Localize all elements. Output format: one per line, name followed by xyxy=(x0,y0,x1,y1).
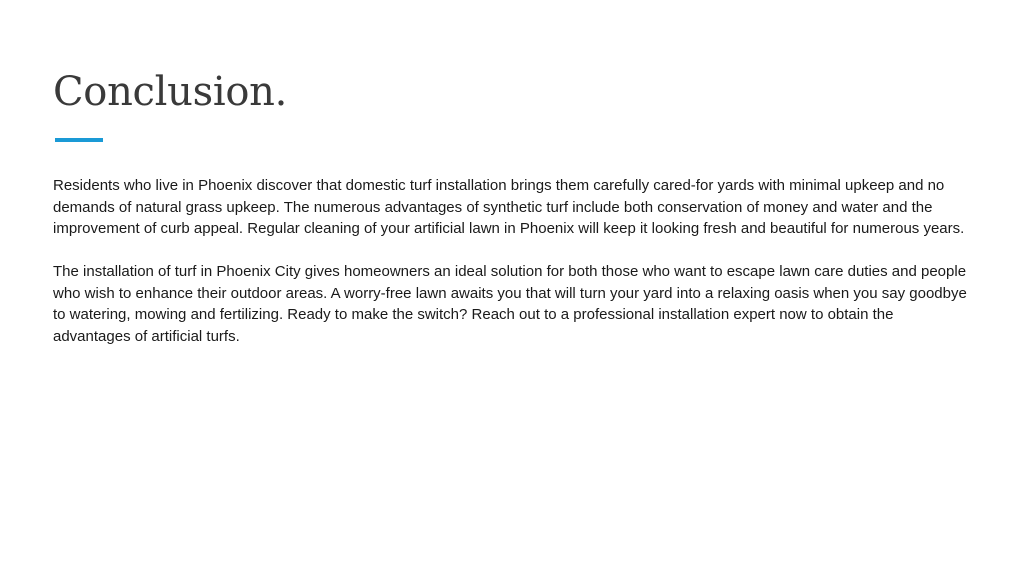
slide-title: Conclusion. xyxy=(53,69,287,115)
slide-body xyxy=(53,175,973,369)
paragraph-2: The installation of turf in Phoenix City gives homeowners an ideal solution for both those who want to escape lawn care duties and people who wish to enhance their outdoor areas. A worry-free lawn awaits you that will turn your yard into a relaxing oasis when you say goodbye to watering, mowing and fertilizing. Ready to make the switch? Reach out to a professional installation expert now to obtain the advantages of artificial turfs. xyxy=(53,263,967,345)
title-accent-bar xyxy=(55,138,103,142)
paragraph-1: Residents who live in Phoenix discover that domestic turf installation brings them carefully cared-for yards with minimal upkeep and no demands of natural grass upkeep. The numerous advantages of synthetic turf include both conservation of money and water and the improvement of curb appeal. Regular cleaning of your artificial lawn in Phoenix will keep it looking fresh and beautiful for numerous years. xyxy=(53,177,965,237)
